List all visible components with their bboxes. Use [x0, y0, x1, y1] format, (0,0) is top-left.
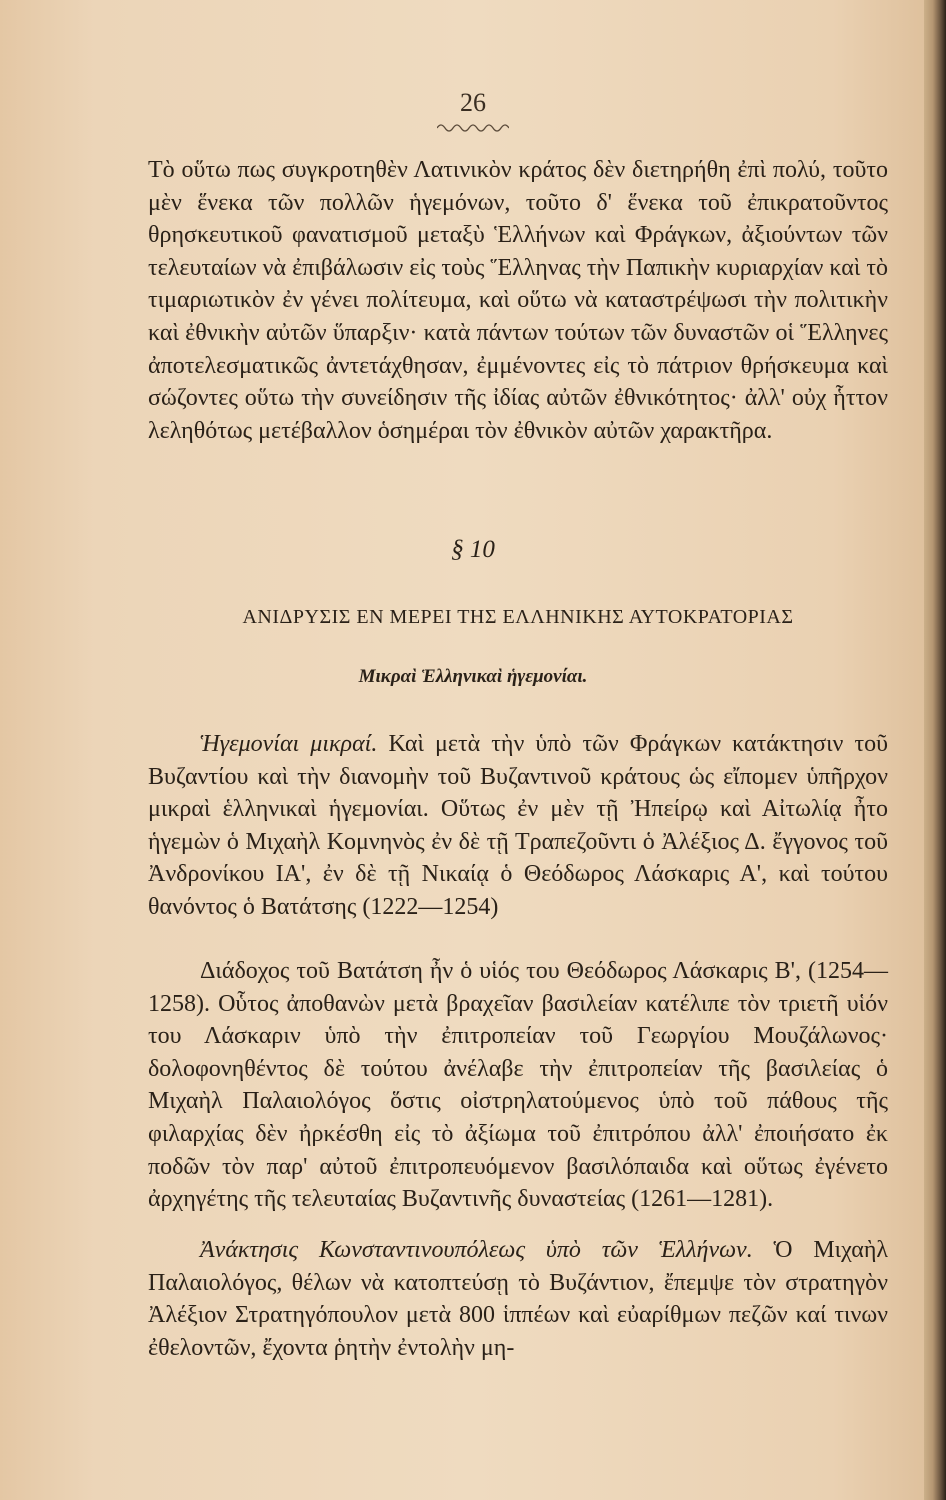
ornament-divider — [437, 120, 509, 134]
page-number: 26 — [460, 88, 486, 117]
paragraph-text: Καὶ μετὰ τὴν ὑπὸ τῶν Φράγκων κατάκτησιν τοῦ Βυζαντίου καὶ τὴν διανομὴν τοῦ Βυζαντινοῦ κράτους ὡς εἴπομεν ὑπῆρχον μικραὶ ἑλληνικαὶ ἡγεμονίαι. Οὕτως ἐν μὲν τῇ Ἠπείρῳ καὶ Αἰτωλίᾳ ἦτο ἡγεμὼν ὁ Μιχαὴλ Κομνηνὸς ἐν δὲ τῇ Τραπεζοῦντι ὁ Ἀλέξιος Δ. ἔγγονος τοῦ Ἀνδρονίκου ΙΑ', ἐν δὲ τῇ Νικαίᾳ ὁ Θεόδωρος Λάσκαρις Α', καὶ τούτου θανόντος ὁ Βατάτσης (1222—1254) — [148, 731, 889, 920]
section-heading: ΑΝΙΔΡΥΣΙΣ ΕΝ ΜΕΡΕΙ ΤΗΣ ΕΛΛΗΝΙΚΗΣ ΑΥΤΟΚΡΑΤΟΡΙΑΣ — [242, 606, 794, 628]
paragraph-lead: Ἀνάκτησις Κωνσταντινουπόλεως ὑπὸ τῶν Ἑλλήνων. — [200, 1237, 753, 1263]
paragraph-succession: Διάδοχος τοῦ Βατάτση ἦν ὁ υἱός του Θεόδωρος Λάσκαρις Β', (1254—1258). Οὗτος ἀποθανὼν μετὰ βραχεῖαν βασιλείαν κατέλιπε τὸν τριετῆ υἱόν του Λάσκαριν ὑπὸ τὴν ἐπιτροπείαν τοῦ Γεωργίου Μουζάλωνος· δολοφονηθέντος δὲ τούτου ἀνέλαβε τὴν ἐπιτροπείαν τῆς βασιλείας ὁ Μιχαὴλ Παλαιολόγος ὅστις οἰστρηλατούμενος ὑπὸ τοῦ πάθους τῆς φιλαρχίας δὲν ἠρκέσθη εἰς τὸ ἀξίωμα τοῦ ἐπιτρόπου ἀλλ' ἐποιήσατο ἐκ ποδῶν τὸν παρ' αὐτοῦ ἐπιτροπευόμενον βασιλόπαιδα καὶ οὕτως ἐγένετο ἀρχηγέτης τῆς τελευταίας Βυζαντινῆς δυναστείας (1261—1281). — [148, 958, 888, 1213]
paragraph-text: Ὁ Μιχαὴλ Παλαιολόγος, θέλων νὰ κατοπτεύσῃ τὸ Βυζάντιον, ἔπεμψε τὸν στρατηγὸν Ἀλέξιον Στρατηγόπουλον μετὰ 800 ἱππέων καὶ εὐαρίθμων πεζῶν καί τινων ἐθελοντῶν, ἔχοντα ῥητὴν ἐντολὴν μη- — [148, 1237, 889, 1361]
section-number: § 10 — [451, 536, 495, 563]
paragraph-recapture — [148, 1234, 888, 1364]
intro-paragraph: Τὸ οὕτω πως συγκροτηθὲν Λατινικὸν κράτος δὲν διετηρήθη ἐπὶ πολύ, τοῦτο μὲν ἕνεκα τῶν πολλῶν ἡγεμόνων, τοῦτο δ' ἕνεκα τοῦ ἐπικρατοῦντος θρησκευτικοῦ φανατισμοῦ μεταξὺ Ἑλλήνων καὶ Φράγκων, ἀξιούντων τῶν τελευταίων νὰ ἐπιβάλωσιν εἰς τοὺς Ἕλληνας τὴν Παπικὴν κυριαρχίαν καὶ τὸ τιμαριωτικὸν ἐν γένει πολίτευμα, καὶ οὕτω νὰ καταστρέψωσι τὴν πολιτικὴν καὶ ἐθνικὴν αὐτῶν ὕπαρξιν· κατὰ πάντων τούτων τῶν δυναστῶν οἱ Ἕλληνες ἀποτελεσματικῶς ἀντετάχθησαν, ἐμμένοντες εἰς τὸ πάτριον θρήσκευμα καὶ σώζοντες οὕτω τὴν συνείδησιν τῆς ἰδίας αὐτῶν ἐθνικότητος· ἀλλ' οὐχ ἧττον λεληθότως μετέβαλλον ὁσημέραι τὸν ἐθνικὸν αὐτῶν χαρακτῆρα. — [148, 157, 888, 444]
paragraph-principalities — [148, 728, 888, 924]
paragraph-lead: Ἡγεμονίαι μικραί. — [200, 731, 378, 757]
section-subheading: Μικραὶ Ἑλληνικαὶ ἡγεμονίαι. — [358, 666, 588, 687]
page-edge-shadow — [924, 0, 946, 1500]
